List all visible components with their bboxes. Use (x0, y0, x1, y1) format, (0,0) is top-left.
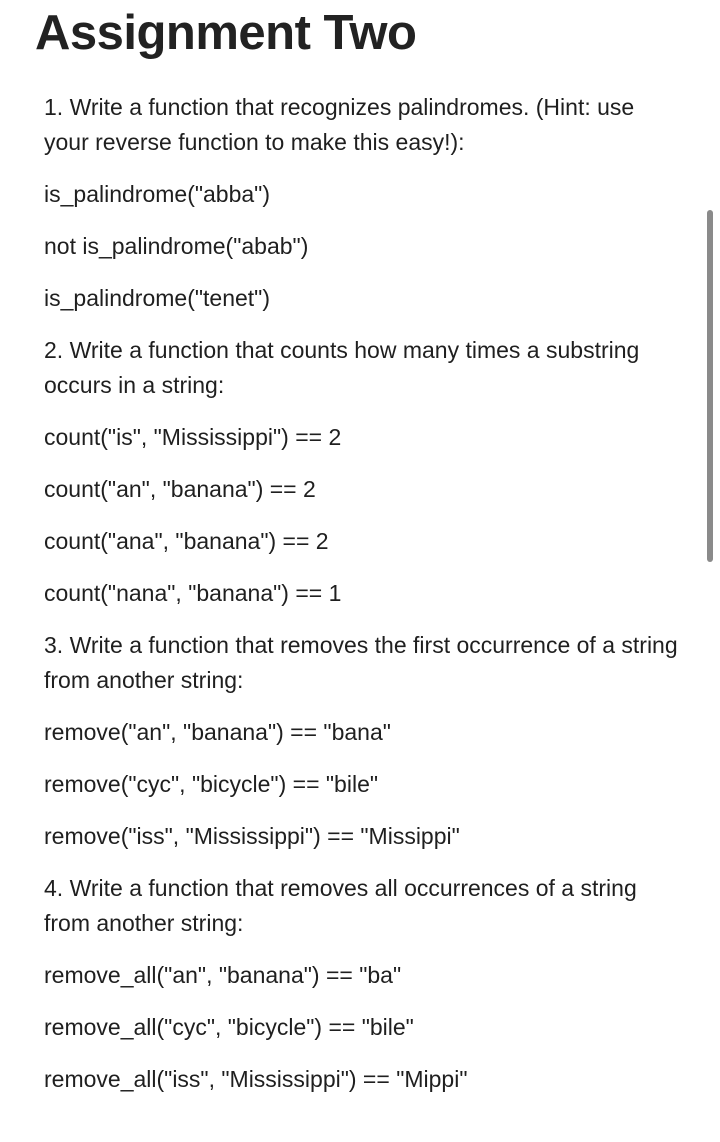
problem-2-example: count("ana", "banana") == 2 (44, 528, 329, 554)
problem-2 (44, 333, 684, 611)
problem-3-example: remove("cyc", "bicycle") == "bile" (44, 771, 379, 797)
problem-2-example: count("nana", "banana") == 1 (44, 580, 342, 606)
problem-3-example: remove("an", "banana") == "bana" (44, 719, 391, 745)
problem-4-prompt: 4. Write a function that removes all occurrences of a string from another string: (44, 875, 637, 936)
problem-4-example: remove_all("an", "banana") == "ba" (44, 962, 402, 988)
page-title: Assignment Two (35, 6, 417, 60)
problem-1-prompt: 1. Write a function that recognizes palindromes. (Hint: use your reverse function to make this easy!): (44, 94, 635, 155)
problem-3 (44, 628, 684, 854)
problem-2-example: count("is", "Mississippi") == 2 (44, 424, 342, 450)
problem-1-example: is_palindrome("tenet") (44, 285, 270, 311)
problem-2-example: count("an", "banana") == 2 (44, 476, 316, 502)
problem-4 (44, 871, 684, 1097)
problem-1-example: is_palindrome("abba") (44, 181, 271, 207)
problem-4-example: remove_all("iss", "Mississippi") == "Mippi" (44, 1066, 468, 1092)
scrollbar-thumb[interactable] (707, 210, 713, 562)
vertical-scrollbar[interactable] (706, 210, 714, 562)
problem-3-example: remove("iss", "Mississippi") == "Missippi" (44, 823, 460, 849)
problem-2-prompt: 2. Write a function that counts how many times a substring occurs in a string: (44, 337, 640, 398)
assignment-content (44, 90, 684, 1114)
problem-3-prompt: 3. Write a function that removes the first occurrence of a string from another string: (44, 632, 678, 693)
problem-1 (44, 90, 684, 316)
problem-4-example: remove_all("cyc", "bicycle") == "bile" (44, 1014, 414, 1040)
problem-1-example: not is_palindrome("abab") (44, 233, 309, 259)
